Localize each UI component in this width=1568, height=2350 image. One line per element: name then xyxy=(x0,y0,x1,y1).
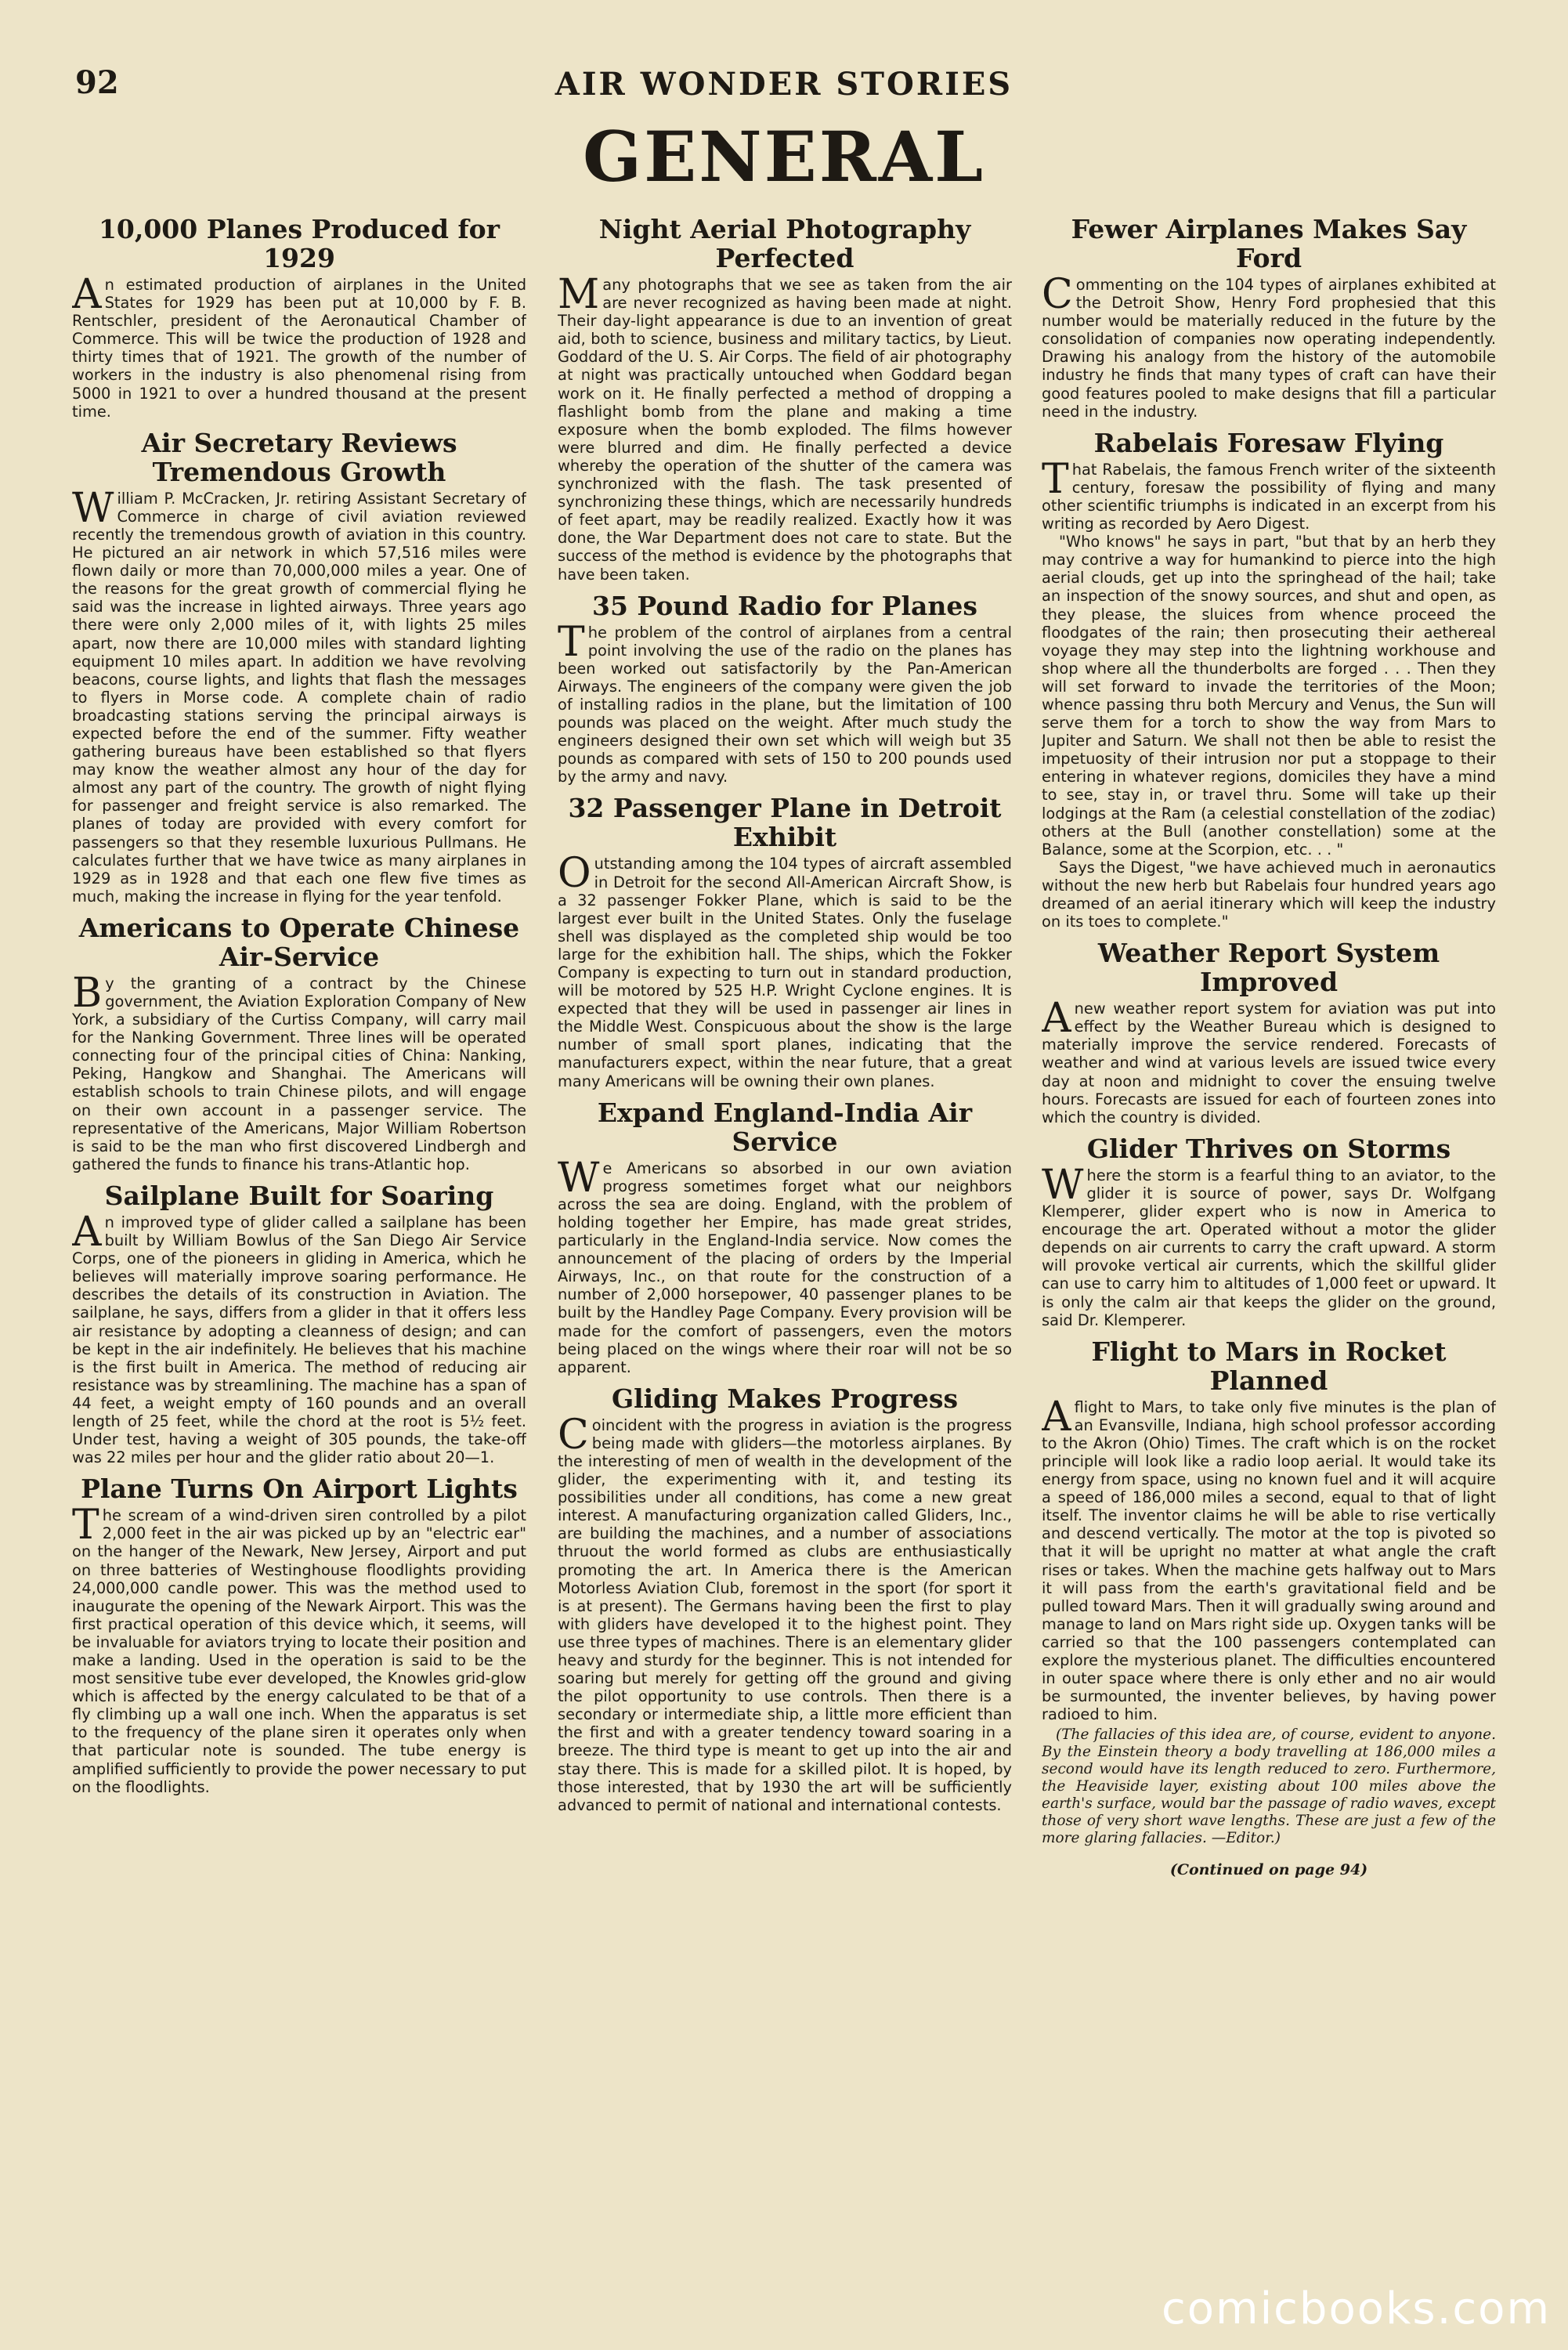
headline: 32 Passenger Plane in Detroit Exhibit xyxy=(568,793,1002,853)
headline: Americans to Operate Chinese Air-Service xyxy=(78,912,520,972)
headline: Sailplane Built for Soaring xyxy=(104,1180,494,1211)
article-england-india xyxy=(558,1098,1012,1376)
article-body: Aflight to Mars, to take only five minutes is the plan of an Evansville, Indiana, high school professor according to the Akron (Ohio) Times. The craft which is on the rocket principle will look like a radio loop aerial. It would take its energy from space, using no known fuel and it will acquire a speed of 186,000 miles a second, equal to that of light itself. The inventor claims he will be able to rise vertically and descend vertically. The motor at the top is pivoted so that it will be upright no matter at what angle the craft rises or takes. When the machine gets halfway out to Mars it will pass from the earth's gravitational field and be pulled toward Mars. Then it will gradually swing around and manage to land on Mars right side up. Oxygen tanks will be carried so that the 100 passengers contemplated can explore the mysterious planet. The difficulties encountered in outer space where there is only ether and no air would be surmounted, the inventer believes, by having power radioed to him. xyxy=(1042,1393,1496,1724)
headline: Weather Report System Improved xyxy=(1097,938,1440,998)
article-glider-storms xyxy=(1042,1134,1496,1329)
headline: Air Secretary Reviews Tremendous Growth xyxy=(141,427,457,487)
article-body: The scream of a wind-driven siren controlled by a pilot 2,000 feet in the air was picked up by an "electric ear" on the hanger of the Newark, New Jersey, Airport and put on three batteries of Westinghouse floodlights providing 24,000,000 candle power. This was the method used to inaugurate the opening of the Newark Airport. This was the first practical operation of this device which, it seems, will be invaluable for aviators trying to locate their position and make a landing. Used in the operation is said to be the most sensitive tube ever developed, the Knowles grid-glow which is affected by the energy calculated to be that of a fly climbing up a wall one inch. When the apparatus is set to the frequency of the plane siren it operates only when that particular note is sounded. The tube energy is amplified sufficiently to provide the power necessary to put on the floodlights. xyxy=(72,1502,526,1796)
column-middle xyxy=(558,212,1012,2225)
headline: Rabelais Foresaw Flying xyxy=(1093,427,1444,458)
section-title: GENERAL xyxy=(582,116,986,197)
article-body: Anew weather report system for aviation was put into effect by the Weather Bureau which is designed to materially improve the service rendered. Forecasts of weather and wind at various levels are issued twice every day at noon and midnight to cover the ensuing twelve hours. Forecasts are issued for each of fourteen zones into which the country is divided. xyxy=(1042,995,1496,1126)
editor-note: (The fallacies of this idea are, of course, evident to anyone. By the Einstein theory a body travelling at 186,000 miles a second would have its length reduced to zero. Furthermore, the Heaviside layer, existing about 100 miles above the earth's surface, would bar the passage of radio waves, except those of very short wave lengths. These are just a few of the more glaring fallacies. —Editor.) xyxy=(1042,1726,1496,1847)
headline: Plane Turns On Airport Lights xyxy=(81,1473,518,1505)
article-weather-report xyxy=(1042,938,1496,1126)
watermark: comicbooks.com xyxy=(1161,2283,1551,2334)
article-body: Where the storm is a fearful thing to an aviator, to the glider it is source of power, says Dr. Wolfgang Klemperer, glider expert who is now in America to encourage the art. Operated without a motor the glider depends on air currents to carry the craft upward. A storm will provoke vertical air currents, which the skillful glider can use to carry him to altitudes of 1,000 feet or upward. It is only the calm air that keeps the glider on the ground, said Dr. Klemperer. xyxy=(1042,1161,1496,1329)
article-body: Outstanding among the 104 types of aircraft assembled in Detroit for the second All-American Aircraft Show, is a 32 passenger Fokker Plane, which is said to be the largest ever built in the United States. Only the fuselage shell was displayed as the completed ship would be too large for the exhibition hall. The ships, which the Fokker Company is expecting to turn out in standard production, will be motored by 525 H.P. Wright Cyclone engines. It is expected that they will be used in passenger air lines in the Middle West. Conspicuous about the show is the large number of small sport planes, indicating that the manufacturers expect, within the near future, that a great many Americans will be owning their own planes. xyxy=(558,850,1012,1090)
article-body: An improved type of glider called a sailplane has been built by William Bowlus of the San Diego Air Service Corps, one of the pioneers in gliding in America, which he believes will materially improve soaring performance. He describes the details of its construction in Aviation. The sailplane, he says, differs from a glider in that it offers less air resistance by adopting a cleanness of design; and can be kept in the air indefinitely. He believes that his machine is the first built in America. The method of reducing air resistance was by streamlining. The machine has a span of 44 feet, a weight empty of 160 pounds and an overall length of 25 feet, while the chord at the root is 5½ feet. Under test, having a weight of 305 pounds, the take-off was 22 miles per hour and the glider ratio about 20—1. xyxy=(72,1208,526,1467)
article-body: That Rabelais, the famous French writer of the sixteenth century, foresaw the possibility of flying and many other scientific triumphs is indicated in an excerpt from his writing as recorded by Aero Digest. xyxy=(1042,455,1496,533)
article-body: An estimated production of airplanes in the United States for 1929 has been put at 10,000 by F. B. Rentschler, president of the Aeronautical Chamber of Commerce. This will be twice the production of 1928 and thirty times that of 1921. The growth of the number of workers in the industry is also phenomenal rising from 5000 in 1921 to over a hundred thousand at the present time. xyxy=(72,271,526,421)
article-sailplane xyxy=(72,1181,526,1466)
headline: Night Aerial Photography Perfected xyxy=(598,214,971,273)
headline: Fewer Airplanes Makes Say Ford xyxy=(1071,214,1467,273)
article-chinese-air-service xyxy=(72,913,526,1173)
headline: Expand England-India Air Service xyxy=(597,1097,973,1157)
column-right xyxy=(1042,212,1496,2225)
article-35-pound-radio xyxy=(558,591,1012,786)
article-paragraph: "Who knows" he says in part, "but that by an herb they may contrive a way for humankind to pierce into the high aerial clouds, get up into the springhead of the hail; take an inspection of the snowy sources, and shut and open, as they please, the sluices from whence proceed the floodgates of the rain; then prosecuting their aethereal voyage they may step into the lightning workhouse and shop where all the thunderbolts are forged . . . Then they will set forward to invade the territories of the Moon; whence passing thru both Mercury and Venus, the Sun will serve them for a torch to show the way from Mars to Jupiter and Saturn. We shall not then be able to resist the impetuosity of their intrusion nor put a stoppage to their entering in whatever regions, domiciles they have a mind to see, stay in, or travel thru. Some will take up their lodgings at the Ram (a celestial constellation of the zodiac) others at the Bull (another constellation) some at the Balance, some at the Scorpion, etc. . . " xyxy=(1042,533,1496,859)
headline: Glider Thrives on Storms xyxy=(1086,1133,1451,1164)
article-air-secretary xyxy=(72,428,526,906)
article-32-passenger-plane xyxy=(558,794,1012,1090)
article-body: We Americans so absorbed in our own aviation progress sometimes forget what our neighbors across the sea are doing. England, with the problem of holding together her Empire, has made great strides, particularly in the England-India service. Now comes the announcement of the placing of orders by the Imperial Airways, Inc., on that route for the construction of a number of 2,000 horsepower, 40 passenger planes to be built by the Handley Page Company. Every provision will be made for the comfort of passengers, even the motors being placed on the wings where their roar will not be so apparent. xyxy=(558,1154,1012,1376)
article-body: William P. McCracken, Jr. retiring Assistant Secretary of Commerce in charge of civil aviation reviewed recently the tremendous growth of aviation in this country. He pictured an air network in which 57,516 miles were flown daily or more than 70,000,000 miles a year. One of the reasons for the great growth of commercial flying he said was the increase in lighted airways. Three years ago there were only 2,000 miles of it, with lights 25 miles apart, now there are 10,000 miles with standard lighting equipment 10 miles apart. In addition we have revolving beacons, course lights, and lights that flash the messages to flyers in Morse code. A complete chain of radio broadcasting stations serving the principal airways is expected before the end of the summer. Fifty weather gathering bureaus have been established so that flyers may know the weather almost any hour of the day for almost any part of the country. The growth of night flying for passenger and freight service is also remarked. The planes of today are provided with every comfort for passengers so that they resemble luxurious Pullmans. He calculates further that we have twice as many airplanes in 1929 as in 1928 and that each one flew five times as much, making the increase in flying for the year tenfold. xyxy=(72,484,526,906)
column-left xyxy=(72,212,526,2225)
page-number: 92 xyxy=(75,64,119,101)
article-10000-planes xyxy=(72,215,526,421)
continued-link: (Continued on page 94) xyxy=(1169,1861,1368,1879)
article-body: By the granting of a contract by the Chinese government, the Aviation Exploration Company of New York, a subsidiary of the Curtiss Company, will carry mail for the Nanking Government. Three lines will be operated connecting four of the principal cities of China: Nanking, Peking, Hangkow and Shanghai. The Americans will establish schools to train Chinese pilots, and will engage on their own account in a passenger service. The representative of the Americans, Major William Robertson is said to be the man who first discovered Lindbergh and gathered the funds to finance his trans-Atlantic hop. xyxy=(72,969,526,1173)
article-fewer-airplanes xyxy=(1042,215,1496,421)
article-body: Commenting on the 104 types of airplanes exhibited at the Detroit Show, Henry Ford prophesied that this number would be materially reduced in the future by the consolidation of companies now operating independently. Drawing his analogy from the history of the automobile industry he finds that many types of craft can have their good features pooled to make designs that fill a particular need in the industry. xyxy=(1042,271,1496,421)
article-airport-lights xyxy=(72,1474,526,1796)
headline: 35 Pound Radio for Planes xyxy=(592,590,977,621)
magazine-title: AIR WONDER STORIES xyxy=(555,66,1013,103)
article-flight-to-mars xyxy=(1042,1337,1496,1848)
article-body: Coincident with the progress in aviation is the progress being made with gliders—the motorless airplanes. By the interesting of men of wealth in the development of the glider, the experimenting with it, and testing its possibilities under all conditions, has come a new great interest. A manufacturing organization called Gliders, Inc., are building the machines, and a number of associations thruout the world formed as clubs are enthusiastically promoting the art. In America there is the American Motorless Aviation Club, foremost in the sport (for sport it is at present). The Germans having been the first to play with gliders have developed it to the highest point. They use three types of machines. There is an elementary glider heavy and sturdy for the beginner. This is not intended for soaring but merely for getting off the ground and giving the pilot opportunity to use controls. Then there is a secondary or intermediate ship, a little more efficient than the first and with a greater tendency toward soaring in a breeze. The third type is meant to get up into the air and stay there. This is made for a skilled pilot. It is hoped, by those interested, that by 1930 the art will be sufficiently advanced to permit of national and international contests. xyxy=(558,1411,1012,1814)
article-gliding-progress xyxy=(558,1384,1012,1814)
article-paragraph: Says the Digest, "we have achieved much in aeronautics without the new herb but Rabelais four hundred years ago dreamed of an aerial itinerary which will keep the industry on its toes to complete." xyxy=(1042,858,1496,931)
article-body: Many photographs that we see as taken from the air are never recognized as having been made at night. Their day-light appearance is due to an invention of great aid, both to science, business and military tactics, by Lieut. Goddard of the U. S. Air Corps. The field of air photography at night was practically untouched when Goddard began work on it. He finally perfected a method of dropping a flashlight bomb from the plane and making a time exposure when the bomb exploded. The films however were blurred and dim. He finally perfected a device whereby the operation of the shutter of the camera was synchronized with the flash. The task presented of synchronizing these things, which are necessarily hundreds of feet apart, may be readily realized. Exactly how it was done, the War Department does not care to state. But the success of the method is evidence by the photographs that have been taken. xyxy=(558,271,1012,584)
article-night-photography xyxy=(558,215,1012,584)
headline: Flight to Mars in Rocket Planned xyxy=(1091,1336,1447,1396)
headline: 10,000 Planes Produced for 1929 xyxy=(98,214,500,273)
article-rabelais xyxy=(1042,428,1496,931)
article-body: The problem of the control of airplanes from a central point involving the use of the radio on the planes has been worked out satisfactorily by the Pan-American Airways. The engineers of the company were given the job of installing radios in the plane, but the limitation of 100 pounds was placed on the weight. After much study the engineers designed their own set which will weigh but 35 pounds as compared with sets of 150 to 200 pounds used by the army and navy. xyxy=(558,618,1012,786)
headline: Gliding Makes Progress xyxy=(611,1383,959,1414)
